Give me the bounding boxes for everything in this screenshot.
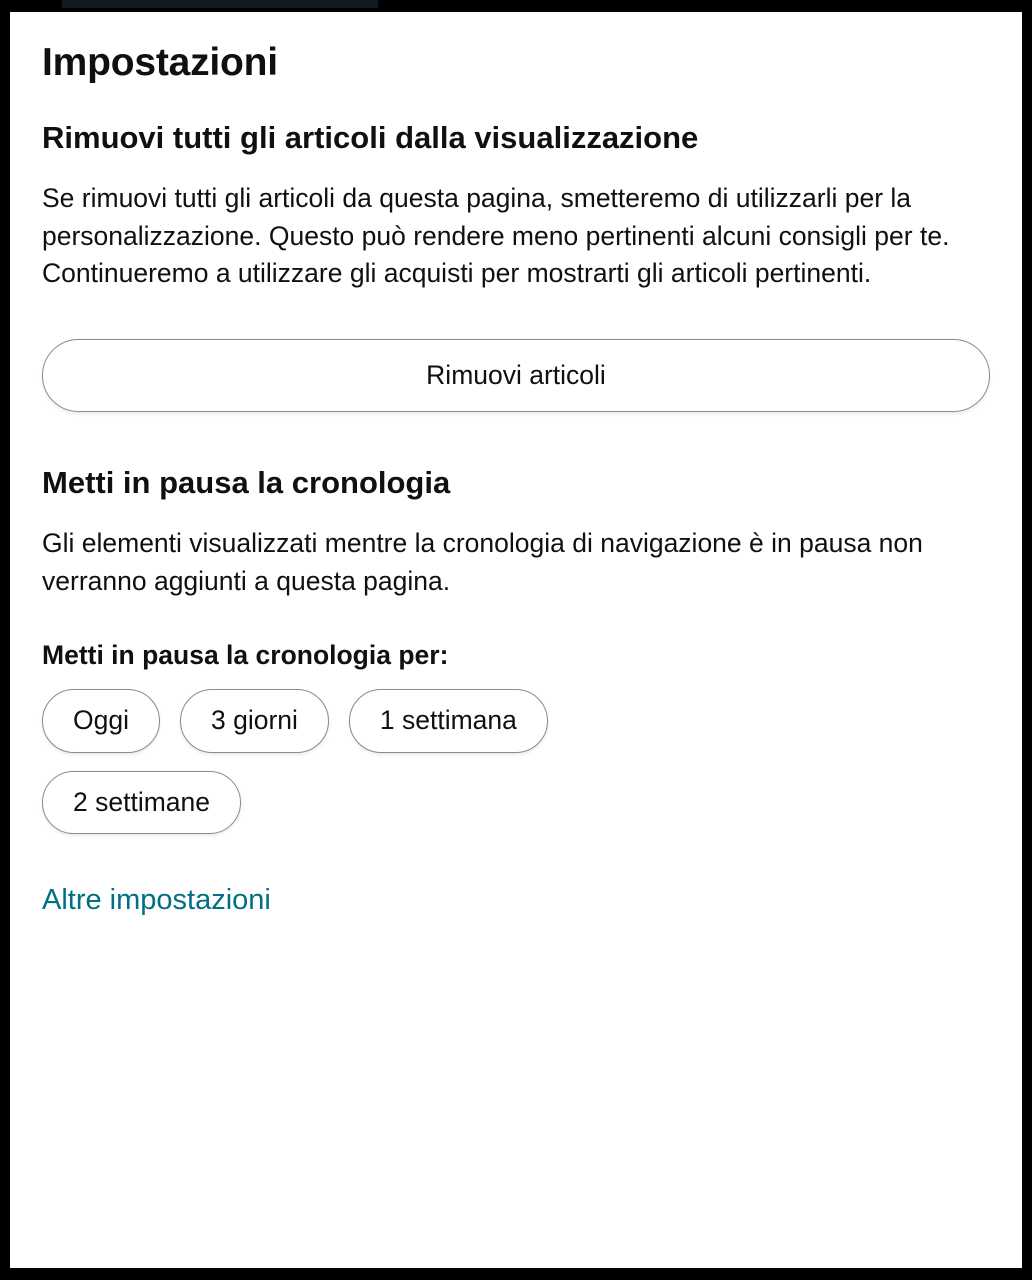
page-title: Impostazioni: [42, 41, 278, 84]
remove-items-description: Se rimuovi tutti gli articoli da questa pagina, smetteremo di utilizzarli per la personalizzazione. Questo può rendere meno pertinenti alcuni consigli per te. Continueremo a utilizzare gli acquisti per mostrarti gli articoli pertinenti.: [42, 183, 950, 289]
settings-content: [10, 12, 1022, 917]
settings-page: [10, 12, 1022, 1268]
pause-option-1-week[interactable]: 1 settimana: [349, 689, 548, 752]
pause-history-heading: Metti in pausa la cronologia: [42, 464, 451, 500]
pause-history-label: Metti in pausa la cronologia per:: [42, 640, 449, 671]
remove-items-heading: Rimuovi tutti gli articoli dalla visualizzazione: [42, 119, 699, 155]
notch: [62, 0, 378, 8]
status-bar: [0, 0, 1032, 12]
more-settings-link[interactable]: Altre impostazioni: [42, 883, 271, 916]
pause-duration-options: [42, 689, 742, 833]
remove-items-button[interactable]: Rimuovi articoli: [42, 339, 990, 412]
pause-option-2-weeks[interactable]: 2 settimane: [42, 771, 241, 834]
pause-option-3-days[interactable]: 3 giorni: [180, 689, 329, 752]
pause-option-today[interactable]: Oggi: [42, 689, 160, 752]
pause-history-description: Gli elementi visualizzati mentre la cronologia di navigazione è in pausa non verranno aggiunti a questa pagina.: [42, 528, 923, 596]
